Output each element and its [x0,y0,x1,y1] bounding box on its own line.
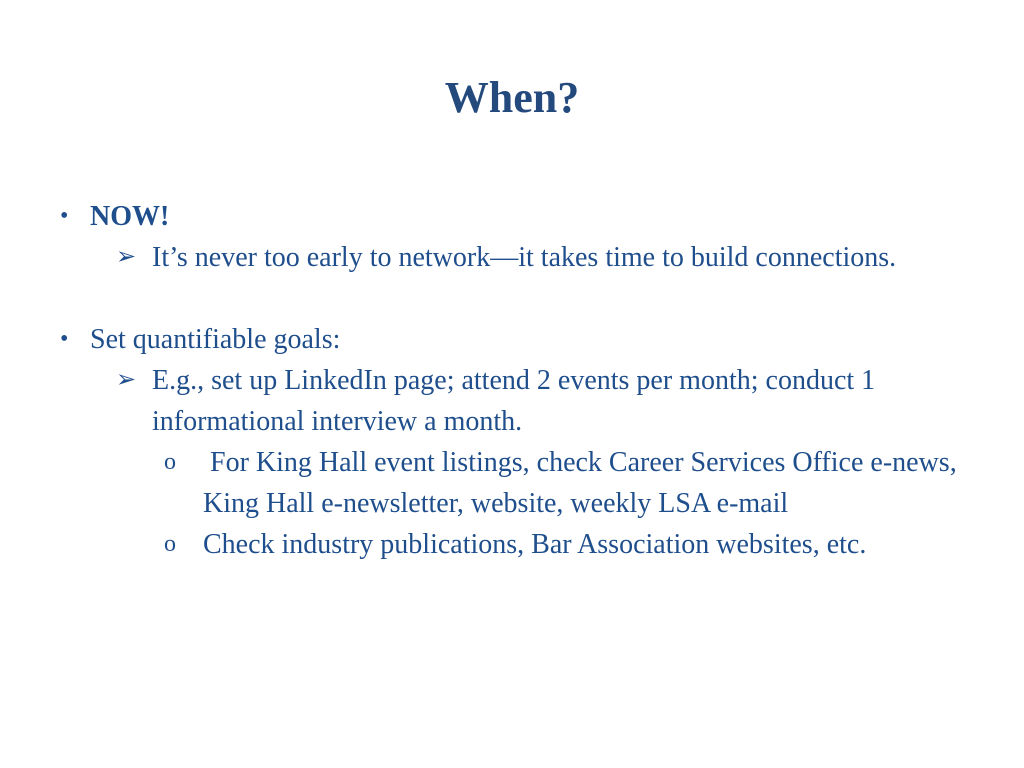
arrow-bullet-icon: ➢ [116,367,137,393]
bullet-text: NOW! [90,201,170,232]
circle-bullet-icon: o [164,531,176,557]
circle-bullet-icon: o [164,449,176,475]
sub-bullet-network [0,237,1024,278]
arrow-bullet-icon: ➢ [116,244,137,270]
bullet-dot-icon: • [60,326,69,352]
sub-bullet-example [0,360,1024,442]
sub-sub-bullet-industry [0,524,1024,565]
sub-sub-bullet-text: For King Hall event listings, check Career Services Office e-news, King Hall e-newsletter, website, weekly LSA e-mail [203,447,964,519]
bullet-dot-icon: • [60,203,69,229]
sub-bullet-text: It’s never too early to network—it takes time to build connections. [152,242,897,273]
slide-content [0,196,1024,565]
sub-sub-bullet-text: Check industry publications, Bar Association websites, etc. [203,529,867,560]
sub-bullet-text: E.g., set up LinkedIn page; attend 2 events per month; conduct 1 informational interview a month. [152,365,876,437]
spacer [0,278,1024,319]
bullet-text: Set quantifiable goals: [90,324,341,355]
bullet-goals [0,319,1024,360]
sub-sub-bullet-king-hall [0,442,1024,524]
slide-title: When? [444,73,580,122]
bullet-now [0,196,1024,237]
